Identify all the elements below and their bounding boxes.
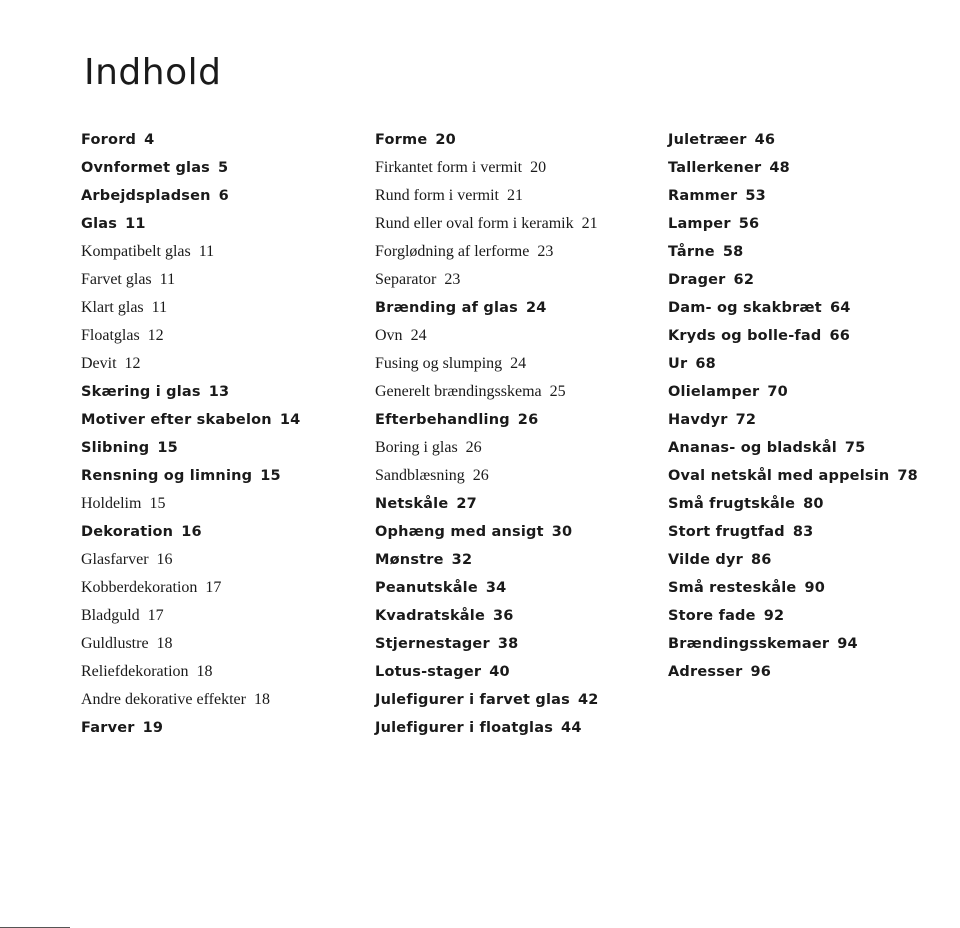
toc-entry-page: 12 xyxy=(147,327,164,344)
toc-entry-page: 24 xyxy=(410,327,427,344)
toc-entry xyxy=(81,210,300,238)
toc-entry-page: 20 xyxy=(530,159,547,176)
toc-entry-title: Olielamper xyxy=(668,384,760,400)
toc-entry-title: Oval netskål med appelsin xyxy=(668,468,890,484)
toc-entry-title: Lotus-stager xyxy=(375,664,482,680)
toc-entry xyxy=(81,462,300,490)
toc-entry-title: Slibning xyxy=(81,440,150,456)
toc-entry-page: 86 xyxy=(750,552,772,568)
toc-entry-page: 11 xyxy=(125,216,146,232)
toc-entry-page: 66 xyxy=(829,328,851,344)
toc-entry xyxy=(81,630,300,658)
toc-entry xyxy=(81,154,300,182)
toc-entry xyxy=(668,266,918,294)
toc-entry-page: 14 xyxy=(279,412,301,428)
toc-entry xyxy=(81,714,300,742)
toc-entry-page: 23 xyxy=(444,271,461,288)
toc-entry xyxy=(375,658,599,686)
toc-entry xyxy=(375,266,599,294)
toc-entry xyxy=(375,490,599,518)
toc-entry-title: Juletræer xyxy=(668,132,747,148)
toc-entry-page: 92 xyxy=(763,608,785,624)
toc-entry-page: 18 xyxy=(156,635,173,652)
toc-entry-title: Ovnformet glas xyxy=(81,160,211,176)
toc-entry-page: 19 xyxy=(142,720,164,736)
toc-entry-title: Stort frugtfad xyxy=(668,524,785,540)
toc-entry-page: 26 xyxy=(465,439,482,456)
toc-entry xyxy=(668,658,918,686)
toc-entry-page: 17 xyxy=(205,579,222,596)
toc-entry xyxy=(375,714,599,742)
toc-entry-page: 25 xyxy=(549,383,566,400)
toc-entry-page: 20 xyxy=(435,132,456,148)
toc-entry xyxy=(375,182,599,210)
toc-entry-page: 16 xyxy=(181,524,202,540)
toc-entry-page: 11 xyxy=(159,271,176,288)
toc-entry xyxy=(668,630,918,658)
toc-entry-page: 96 xyxy=(750,664,772,680)
toc-entry xyxy=(81,518,300,546)
toc-entry-title: Rund form i vermit xyxy=(375,187,499,204)
toc-entry xyxy=(81,574,300,602)
toc-entry-title: Brænding af glas xyxy=(375,300,518,316)
toc-entry-title: Bladguld xyxy=(81,607,140,624)
toc-entry-title: Dam- og skakbræt xyxy=(668,300,822,316)
toc-entry-page: 18 xyxy=(253,691,270,708)
toc-entry-title: Efterbehandling xyxy=(375,412,510,428)
toc-entry-page: 78 xyxy=(897,468,918,484)
toc-entry xyxy=(375,126,599,154)
toc-entry-page: 15 xyxy=(157,440,178,456)
toc-entry-page: 44 xyxy=(561,720,582,736)
toc-entry-title: Boring i glas xyxy=(375,439,458,456)
toc-entry-title: Forglødning af lerforme xyxy=(375,243,530,260)
toc-entry-page: 23 xyxy=(537,243,554,260)
toc-entry-title: Kobberdekoration xyxy=(81,579,198,596)
toc-entry-title: Farver xyxy=(81,720,135,736)
toc-entry-title: Devit xyxy=(81,355,117,372)
toc-entry-title: Ur xyxy=(668,356,688,372)
toc-entry-title: Reliefdekoration xyxy=(81,663,189,680)
toc-entry-page: 56 xyxy=(738,216,760,232)
toc-entry xyxy=(375,406,599,434)
toc-entry-title: Havdyr xyxy=(668,412,728,428)
toc-entry-page: 6 xyxy=(218,188,229,204)
toc-entry-page: 62 xyxy=(733,272,755,288)
toc-entry-title: Peanutskåle xyxy=(375,580,478,596)
toc-entry-page: 16 xyxy=(156,551,173,568)
toc-entry xyxy=(668,322,918,350)
toc-entry-title: Drager xyxy=(668,272,726,288)
toc-entry xyxy=(81,322,300,350)
toc-entry-title: Holdelim xyxy=(81,495,142,512)
toc-entry xyxy=(375,210,599,238)
toc-entry-page: 26 xyxy=(472,467,489,484)
toc-entry-title: Farvet glas xyxy=(81,271,152,288)
toc-entry-page: 18 xyxy=(196,663,213,680)
toc-entry-page: 15 xyxy=(149,495,166,512)
toc-entry-title: Guldlustre xyxy=(81,635,149,652)
toc-entry-page: 21 xyxy=(506,187,523,204)
toc-entry-page: 4 xyxy=(144,132,155,148)
toc-entry-title: Tårne xyxy=(668,244,715,260)
toc-entry-page: 32 xyxy=(451,552,473,568)
toc-entry-title: Dekoration xyxy=(81,524,174,540)
toc-entry-title: Ophæng med ansigt xyxy=(375,524,544,540)
toc-entry-title: Lamper xyxy=(668,216,731,232)
toc-entry xyxy=(668,462,918,490)
toc-entry-page: 26 xyxy=(517,412,539,428)
toc-entry xyxy=(81,294,300,322)
toc-entry-page: 36 xyxy=(492,608,514,624)
toc-entry-title: Stjernestager xyxy=(375,636,490,652)
toc-entry-page: 17 xyxy=(147,607,164,624)
toc-column-2 xyxy=(375,126,599,742)
toc-entry-title: Skæring i glas xyxy=(81,384,201,400)
toc-entry xyxy=(668,378,918,406)
toc-entry-title: Brændingsskemaer xyxy=(668,636,830,652)
toc-entry-title: Separator xyxy=(375,271,437,288)
toc-entry-title: Vilde dyr xyxy=(668,552,743,568)
toc-entry-page: 75 xyxy=(844,440,866,456)
toc-entry-page: 13 xyxy=(208,384,230,400)
toc-entry xyxy=(81,350,300,378)
toc-entry-page: 5 xyxy=(218,160,229,176)
toc-entry xyxy=(668,518,918,546)
toc-entry-page: 21 xyxy=(581,215,598,232)
toc-column-1 xyxy=(81,126,300,742)
toc-entry-title: Kvadratskåle xyxy=(375,608,485,624)
toc-entry-page: 12 xyxy=(124,355,141,372)
toc-entry-page: 80 xyxy=(803,496,824,512)
toc-entry-title: Generelt brændingsskema xyxy=(375,383,542,400)
toc-entry-page: 30 xyxy=(551,524,573,540)
toc-entry-page: 34 xyxy=(485,580,507,596)
toc-entry xyxy=(375,154,599,182)
toc-entry-title: Adresser xyxy=(668,664,743,680)
toc-entry-title: Arbejdspladsen xyxy=(81,188,211,204)
toc-entry-title: Ovn xyxy=(375,327,403,344)
toc-entry-title: Klart glas xyxy=(81,299,144,316)
page-title: Indhold xyxy=(84,52,222,93)
toc-entry-title: Glas xyxy=(81,216,118,232)
toc-entry-page: 38 xyxy=(497,636,519,652)
toc-entry xyxy=(668,574,918,602)
toc-entry-title: Tallerkener xyxy=(668,160,762,176)
toc-entry-page: 24 xyxy=(525,300,547,316)
toc-entry-title: Store fade xyxy=(668,608,756,624)
toc-entry-title: Mønstre xyxy=(375,552,444,568)
toc-entry-title: Andre dekorative effekter xyxy=(81,691,246,708)
toc-entry xyxy=(375,238,599,266)
toc-entry-title: Kompatibelt glas xyxy=(81,243,191,260)
toc-entry-page: 27 xyxy=(456,496,477,512)
toc-entry xyxy=(81,434,300,462)
toc-entry-title: Ananas- og bladskål xyxy=(668,440,837,456)
toc-entry xyxy=(81,546,300,574)
toc-entry-title: Små resteskåle xyxy=(668,580,797,596)
toc-entry xyxy=(668,434,918,462)
toc-entry-page: 40 xyxy=(489,664,510,680)
toc-entry xyxy=(81,378,300,406)
toc-entry-title: Sandblæsning xyxy=(375,467,465,484)
toc-entry-page: 68 xyxy=(695,356,716,372)
toc-entry-title: Rammer xyxy=(668,188,738,204)
toc-entry-title: Kryds og bolle-fad xyxy=(668,328,822,344)
toc-entry xyxy=(668,126,918,154)
toc-entry-page: 11 xyxy=(198,243,215,260)
toc-entry-title: Julefigurer i farvet glas xyxy=(375,692,570,708)
toc-entry-page: 15 xyxy=(260,468,281,484)
toc-entry-page: 46 xyxy=(754,132,776,148)
toc-entry xyxy=(668,154,918,182)
toc-column-3 xyxy=(668,126,918,686)
toc-entry xyxy=(375,434,599,462)
toc-entry-title: Julefigurer i floatglas xyxy=(375,720,554,736)
toc-entry xyxy=(668,182,918,210)
toc-entry xyxy=(81,266,300,294)
toc-entry xyxy=(375,350,599,378)
toc-entry-title: Glasfarver xyxy=(81,551,149,568)
toc-entry-page: 72 xyxy=(735,412,757,428)
toc-entry-title: Forord xyxy=(81,132,137,148)
toc-entry xyxy=(81,182,300,210)
toc-entry-page: 58 xyxy=(722,244,744,260)
toc-entry-title: Firkantet form i vermit xyxy=(375,159,523,176)
toc-entry xyxy=(668,294,918,322)
toc-entry xyxy=(668,350,918,378)
toc-entry xyxy=(81,126,300,154)
toc-entry-title: Netskåle xyxy=(375,496,449,512)
toc-entry xyxy=(375,630,599,658)
toc-entry-title: Motiver efter skabelon xyxy=(81,412,272,428)
toc-entry xyxy=(375,574,599,602)
toc-entry xyxy=(375,686,599,714)
toc-entry-title: Fusing og slumping xyxy=(375,355,503,372)
toc-entry xyxy=(81,406,300,434)
toc-entry-title: Små frugtskåle xyxy=(668,496,796,512)
toc-entry-page: 64 xyxy=(829,300,851,316)
toc-entry xyxy=(81,686,300,714)
toc-entry xyxy=(375,602,599,630)
toc-entry xyxy=(668,210,918,238)
toc-entry-page: 90 xyxy=(804,580,826,596)
toc-entry xyxy=(375,462,599,490)
toc-entry-page: 83 xyxy=(792,524,814,540)
toc-entry-title: Floatglas xyxy=(81,327,140,344)
toc-entry xyxy=(668,602,918,630)
toc-entry-page: 70 xyxy=(767,384,788,400)
toc-entry-page: 42 xyxy=(577,692,599,708)
toc-entry xyxy=(375,378,599,406)
toc-entry xyxy=(668,238,918,266)
toc-entry xyxy=(375,546,599,574)
toc-entry xyxy=(81,658,300,686)
toc-entry-title: Forme xyxy=(375,132,428,148)
toc-entry xyxy=(668,546,918,574)
toc-entry xyxy=(375,518,599,546)
toc-entry xyxy=(81,490,300,518)
toc-entry xyxy=(668,406,918,434)
toc-entry xyxy=(375,294,599,322)
toc-entry-page: 24 xyxy=(510,355,527,372)
toc-entry xyxy=(81,602,300,630)
toc-entry xyxy=(375,322,599,350)
toc-entry-title: Rund eller oval form i keramik xyxy=(375,215,574,232)
toc-entry-title: Rensning og limning xyxy=(81,468,253,484)
toc-entry xyxy=(668,490,918,518)
toc-entry-page: 48 xyxy=(769,160,790,176)
toc-entry-page: 11 xyxy=(151,299,168,316)
toc-entry-page: 94 xyxy=(837,636,858,652)
toc-entry-page: 53 xyxy=(745,188,766,204)
toc-entry xyxy=(81,238,300,266)
